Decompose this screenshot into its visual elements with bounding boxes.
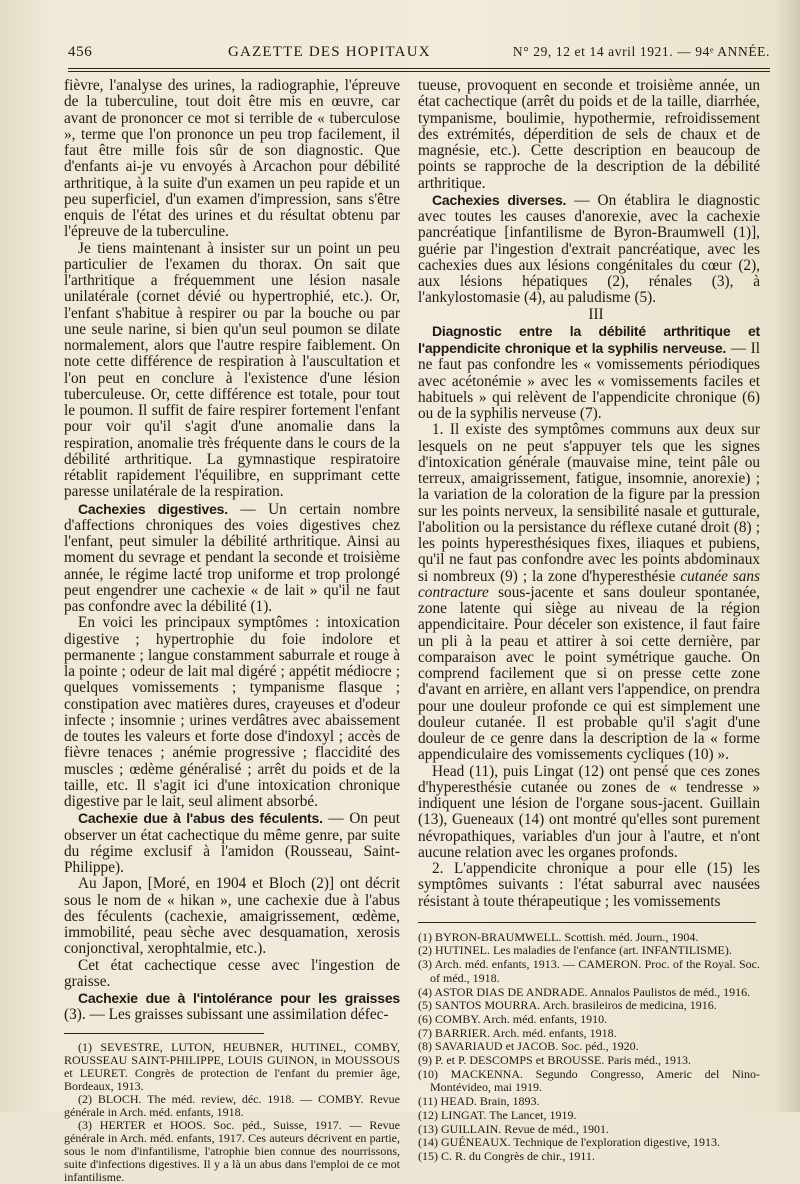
footnote: (2) HUTINEL. Les maladies de l'enfance (art. INFANTILISME). — [418, 943, 732, 958]
header-rule-thin — [68, 71, 770, 72]
footnote: (1) SEVESTRE, LUTON, HEUBNER, HUTINEL, COMBY, ROUSSEAU SAINT-PHILIPPE, LOUIS GUINON, in MOUSSOUS et LEURET. Congrès de protection de l'enfant du premier âge, Bordeaux, 1913. — [64, 1039, 400, 1093]
footnote: (3) Arch. méd. enfants, 1913. — CAMERON. Proc. of the Royal. Soc. of méd., 1918. — [418, 957, 760, 985]
paragraph-text: — Un certain nombre d'affections chroniques des voies digestives chez l'enfant, peut simuler la débilité arthritique. Ainsi au moment du sevrage et pendant la seconde et troisième année, le régime lacté trop uniforme et trop prolongé peut engendrer une cachexie « de lait » qu'il ne faut pas confondre avec la débilité (1). — [64, 500, 400, 615]
footnote: (9) P. et P. DESCOMPS et BROUSSE. Paris méd., 1913. — [418, 1053, 692, 1068]
footnote: (2) BLOCH. The méd. review, déc. 1918. — COMBY. Revue générale in Arch. méd. enfants, 1918. — [64, 1091, 400, 1119]
footnote: (11) HEAD. Brain, 1893. — [418, 1094, 540, 1109]
paragraph — [418, 422, 760, 763]
publication-title: GAZETTE DES HOPITAUX — [228, 44, 431, 60]
footnote-rule — [64, 1033, 264, 1034]
paragraph-text: — Il ne faut pas confondre les « vomissements périodiques avec acétonémie » avec les « vomissements faciles et habituels » qui relèvent de l'appendicite chronique (6) ou de la syphilis nerveuse (7). — [418, 340, 760, 422]
paragraph: En voici les principaux symptômes : intoxication digestive ; hypertrophie du foie indolore et permanente ; langue constamment saburrale et rouge à la pointe ; odeur de lait mal digéré ; appétit médiocre ; quelques vomissements ; tympanisme flasque ; constipation avec matières dures, crayeuses et d'odeur infecte ; insomnie ; urines verdâtres avec abaissement de toutes les valeurs et forte dose d'indoxyl ; accès de fièvre tenaces ; anémie progressive ; flaccidité des muscles ; œdème généralisé ; arrêt du poids et de la taille, etc. Il s'agit ici d'une intoxication chronique digestive par le lait, seul aliment absorbé. — [64, 614, 400, 810]
paragraph — [418, 323, 760, 423]
paragraph-text: sous-jacente et sans douleur spontanée, zone latente qui siège au niveau de la région appendicitaire. Pour déceler son existence, il faut faire un pli à la peau et attirer à soi cette dernière, par comparaison avec le point symétrique gauche. On comprend facilement que si on presse cette zone d'avant en arrière, en allant vers l'appendice, on prendra pour une douleur profonde ce qui est simplement une douleur cutanée. Il est probable qu'il s'agit d'une douleur de ce genre dans la description de la « forme appendiculaire des vomissements cycliques (10) ». — [418, 583, 760, 764]
section-title: Diagnostic entre la débilité arthritique et l'appendicite chronique et la syphilis nerveuse. — [418, 322, 760, 356]
right-column — [418, 78, 760, 1164]
footnote: (8) SAVARIAUD et JACOB. Soc. péd., 1920. — [418, 1039, 639, 1054]
section-title: Cachexie due à l'intolérance pour les graisses — [78, 990, 400, 1006]
footnote: (15) C. R. du Congrès de chir., 1911. — [418, 1149, 595, 1163]
italic-text: cutanée sans contracture — [418, 567, 760, 601]
paragraph: fièvre, l'analyse des urines, la radiographie, l'épreuve de la tuberculine, tout doit être mis en œuvre, car avant de prononcer ce mot si terrible de « tuberculose », terme que l'on prononce un peu trop facilement, il faut être mille fois sûr de son diagnostic. Que d'enfants ai-je vu envoyés à Arcachon pour débilité arthritique, à la suite d'un examen un peu rapide et un peu superficiel, d'un examen d'impression, sans s'être enquis de l'état des urines et du résultat obtenu par l'épreuve de la tuberculine. — [64, 77, 400, 241]
paragraph — [64, 990, 400, 1024]
footnote: (1) BYRON-BRAUMWELL. Scottish. méd. Journ., 1904. — [418, 929, 699, 944]
section-title: Cachexies diverses. — [432, 191, 567, 208]
paragraph — [64, 810, 400, 876]
paragraph-text: (3). — Les graisses subissant une assimilation défec- — [64, 1006, 389, 1024]
section-title: Cachexie due à l'abus des féculents. — [78, 810, 323, 827]
paragraph: Au Japon, [Moré, en 1904 et Bloch (2)] ont décrit sous le nom de « hikan », une cachexie due à l'abus des féculents (cachexie, amaigrissement, œdème, immobilité, peau sèche avec desquamation, xerosis conjonctival, xerophtalmie, etc.). — [64, 875, 400, 958]
paragraph — [418, 192, 760, 307]
running-header — [68, 40, 770, 66]
footnote-rule — [418, 922, 756, 923]
header-rule — [68, 68, 770, 69]
paragraph: Head (11), puis Lingat (12) ont pensé que ces zones d'hyperesthésie cutanée ou zones de « tendresse » indiquent une lésion de l'organe sous-jacent. Guillain (13), Gueneaux (14) ont montré qu'elles sont purement névropathiques, variables d'un jour à l'autre, et n'ont aucune relation avec les organes profonds. — [418, 762, 760, 861]
section-title: Cachexies digestives. — [78, 500, 228, 517]
footnote: (13) GUILLAIN. Revue de méd., 1901. — [418, 1121, 609, 1136]
paragraph-text: — On établira le diagnostic avec toutes les causes d'anorexie, avec la cachexie pancréatique [infantilisme de Byron-Braumwell (1)], guérie par l'ingestion d'extrait pancréatique, avec les cachexies dues aux lésions congénitales du cœur (2), aux lésions hépatiques (2), rénales (3), à l'ankylostomasie (4), au paludisme (5). — [418, 191, 760, 307]
section-number: III — [588, 305, 604, 323]
footnote: (4) ASTOR DIAS DE ANDRADE. Annalos Paulistos de méd., 1916. — [418, 984, 751, 999]
footnote: (10) MACKENNA. Segundo Congresso, Americ del Nino-Montévideo, mai 1919. — [418, 1066, 760, 1095]
paragraph: Je tiens maintenant à insister sur un point un peu particulier de l'examen du thorax. On sait que l'arthritique a fréquemment une lésion nasale unilatérale (cornet dévié ou hypertrophié, etc.). Or, l'enfant s'habitue à respirer ou par la bouche ou par une seule narine, si bien qu'un seul poumon se dilate normalement, alors que l'autre respire faiblement. On note cette différence de respiration à l'auscultation et l'on peut en conclure à l'existence d'une lésion tuberculeuse. Or, cette différence est totale, pour tout le poumon. Il suffit de faire respirer fortement l'enfant pour voir qu'il s'agit d'une anomalie dans la respiration, anomalie très fréquente dans le cours de la débilité arthritique. La gymnastique respiratoire rétablit rapidement l'équilibre, en supprimant cette paresse unilatérale de la respiration. — [64, 239, 400, 501]
page-number: 456 — [68, 44, 93, 60]
paragraph: 2. L'appendicite chronique a pour elle (15) les symptômes suivants : l'état saburral avec nausées résistant à toute thérapeutique ; les vomissements — [418, 860, 760, 910]
paragraph-text: — On peut observer un état cachectique du même genre, par suite du régime exclusif à l'amidon (Rousseau, Saint-Philippe). — [64, 810, 400, 876]
paragraph: tueuse, provoquent en seconde et troisième année, un état cachectique (arrêt du poids et de la taille, diarrhée, tympanisme, boulimie, hypothermie, refroidissement des extrémités, déperdition de sels de chaux et de magnésie, etc.). Cette description en beaucoup de points se rapproche de la description de la débilité arthritique. — [418, 77, 760, 192]
footnote: (14) GUÉNEAUX. Technique de l'exploration digestive, 1913. — [418, 1135, 721, 1150]
paragraph — [64, 501, 400, 616]
footnote: (5) SANTOS MOURRA. Arch. brasileiros de medicina, 1916. — [418, 998, 717, 1013]
footnote: (12) LINGAT. The Lancet, 1919. — [418, 1107, 577, 1122]
paragraph-text: 1. Il existe des symptômes communs aux deux sur lesquels on ne peut s'appuyer tels que les signes d'intoxication générale (mauvaise mine, teint pâle ou terreux, amaigrissement, fatigue, insomnie, anorexie) ; la variation de la coloration de la figure par la pression sur les points nerveux, la sensibilité nasale et gutturale, l'abolition ou la persistance du réflexe cutané droit (8) ; les points hyperesthésiques fixes, iliaques et pubiens, qu'il ne faut pas confondre avec les points abdominaux si nombreux (9) ; la zone d'hyperesthésie — [418, 421, 760, 585]
paragraph: Cet état cachectique cesse avec l'ingestion de graisse. — [64, 956, 400, 990]
footnote: (7) BARRIER. Arch. méd. enfants, 1918. — [418, 1025, 617, 1040]
issue-info: N° 29, 12 et 14 avril 1921. — 94ᵉ ANNÉE. — [512, 44, 770, 59]
footnote: (6) COMBY. Arch. méd. enfants, 1910. — [418, 1011, 608, 1026]
left-column — [64, 78, 400, 1184]
footnote: (3) HERTER et HOOS. Soc. péd., Suisse, 1917. — Revue générale in Arch. méd. enfants, 1917. Ces auteurs décrivent en partie, sous le nom d'infantilisme, l'atrophie bien connue des nourrissons, suite d'infections digestives. Il y a là un abus dans l'emploi de ce mot infantilisme. — [64, 1117, 400, 1184]
scan-shadow — [774, 0, 800, 1112]
